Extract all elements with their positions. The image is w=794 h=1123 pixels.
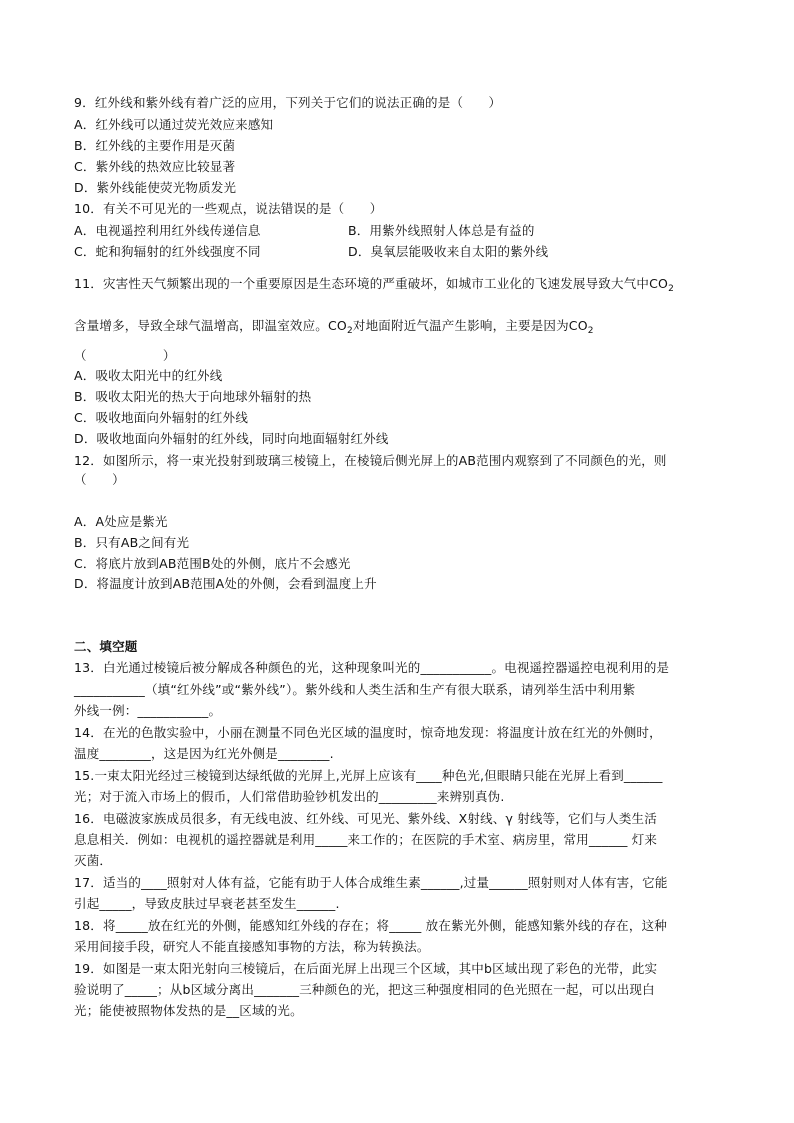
option-d: D．吸收地面向外辐射的红外线，同时向地面辐射红外线	[74, 431, 389, 446]
question-12: 12．如图所示，将一束光投射到玻璃三棱镜上，在棱镜后侧光屏上的AB范围内观察到了不同颜色的光，则	[74, 453, 667, 468]
question-18-cont: 采用间接手段，研究人不能直接感知事物的方法，称为转换法。	[74, 939, 430, 954]
question-19: 19．如图是一束太阳光射向三棱镜后，在后面光屏上出现三个区域，其中b区域出现了彩色的光带，此实	[74, 961, 658, 976]
question-11-text: 11．灾害性天气频繁出现的一个重要原因是生态环境的严重破坏，如城市工业化的飞速发展导致大气中CO	[74, 276, 669, 291]
option-b: B．用紫外线照射人体总是有益的	[348, 223, 535, 238]
answer-bracket: （ ）	[74, 348, 176, 363]
option-b: B．红外线的主要作用是灭菌	[74, 138, 236, 153]
question-16-cont: 灭菌．	[74, 853, 113, 868]
text: 对地面附近气温产生影响，主要是因为CO	[352, 318, 588, 333]
option-c: C．蛇和狗辐射的红外线强度不同	[74, 244, 261, 259]
text: 含量增多，导致全球气温增高，即温室效应。CO	[74, 318, 347, 333]
option-b: B．只有AB之间有光	[74, 535, 190, 550]
option-b: B．吸收太阳光的热大于向地球外辐射的热	[74, 389, 312, 404]
option-c: C．将底片放到AB范围B处的外侧，底片不会感光	[74, 556, 351, 571]
question-13: 13．白光通过棱镜后被分解成各种颜色的光，这种现象叫光的___________。电视遥控器遥控电视利用的是	[74, 660, 670, 675]
question-9: 9．红外线和紫外线有着广泛的应用，下列关于它们的说法正确的是（ ）	[74, 95, 502, 110]
option-c: C．紫外线的热效应比较显著	[74, 159, 236, 174]
option-a: A．吸收太阳光中的红外线	[74, 368, 223, 383]
question-14-cont: 温度________，这是因为红光外侧是________.	[74, 746, 334, 761]
question-13-cont: ___________（填“红外线”或“紫外线”）。紫外线和人类生活和生产有很大联系，请列举生活中利用紫	[74, 682, 636, 697]
question-19-cont: 光；能使被照物体发热的是__区域的光。	[74, 1003, 303, 1018]
question-16: 16．电磁波家族成员很多，有无线电波、红外线、可见光、紫外线、X射线、γ 射线等，它们与人类生活	[74, 811, 657, 826]
option-row	[74, 243, 549, 261]
option-d: D．臭氧层能吸收来自太阳的紫外线	[348, 244, 549, 259]
option-row	[74, 222, 535, 240]
subscript: 2	[346, 326, 353, 336]
question-18: 18．将_____放在红光的外侧，能感知红外线的存在；将_____ 放在紫光外侧，能感知紫外线的存在，这种	[74, 918, 667, 933]
option-a: A．电视遥控利用红外线传递信息	[74, 223, 261, 238]
question-19-cont: 验说明了_____；从b区域分离出_______三种颜色的光，把这三种强度相同的色光照在一起，可以出现白	[74, 982, 655, 997]
option-a: A．A处应是紫光	[74, 514, 168, 529]
option-a: A．红外线可以通过荧光效应来感知	[74, 117, 274, 132]
option-d: D．紫外线能使荧光物质发光	[74, 180, 237, 195]
question-10: 10．有关不可见光的一些观点，说法错误的是（ ）	[74, 201, 383, 216]
subscript: 2	[668, 284, 675, 294]
option-d: D．将温度计放到AB范围A处的外侧，会看到温度上升	[74, 576, 377, 591]
question-14: 14．在光的色散实验中，小丽在测量不同色光区域的温度时，惊奇地发现：将温度计放在红光的外侧时，	[74, 725, 662, 740]
question-17: 17．适当的____照射对人体有益，它能有助于人体合成维生素______,过量______照射则对人体有害，它能	[74, 875, 668, 890]
question-13-cont: 外线一例：___________。	[74, 703, 222, 718]
question-11-cont	[74, 317, 594, 340]
question-11	[74, 275, 674, 298]
question-16-cont: 息息相关．例如：电视机的遥控器就是利用_____来工作的；在医院的手术室、病房里，常用______ 灯来	[74, 832, 658, 847]
question-15-cont: 光；对于流入市场上的假币，人们常借助验钞机发出的_________来辨别真伪.	[74, 789, 505, 804]
section-heading: 二、填空题	[74, 639, 138, 654]
answer-bracket: （ ）	[74, 472, 125, 487]
option-c: C．吸收地面向外辐射的红外线	[74, 410, 249, 425]
question-17-cont: 引起_____，导致皮肤过早衰老甚至发生______.	[74, 896, 340, 911]
question-15: 15.一束太阳光经过三棱镜到达绿纸做的光屏上,光屏上应该有____种色光,但眼睛只能在光屏上看到______	[74, 768, 663, 783]
subscript: 2	[587, 326, 594, 336]
